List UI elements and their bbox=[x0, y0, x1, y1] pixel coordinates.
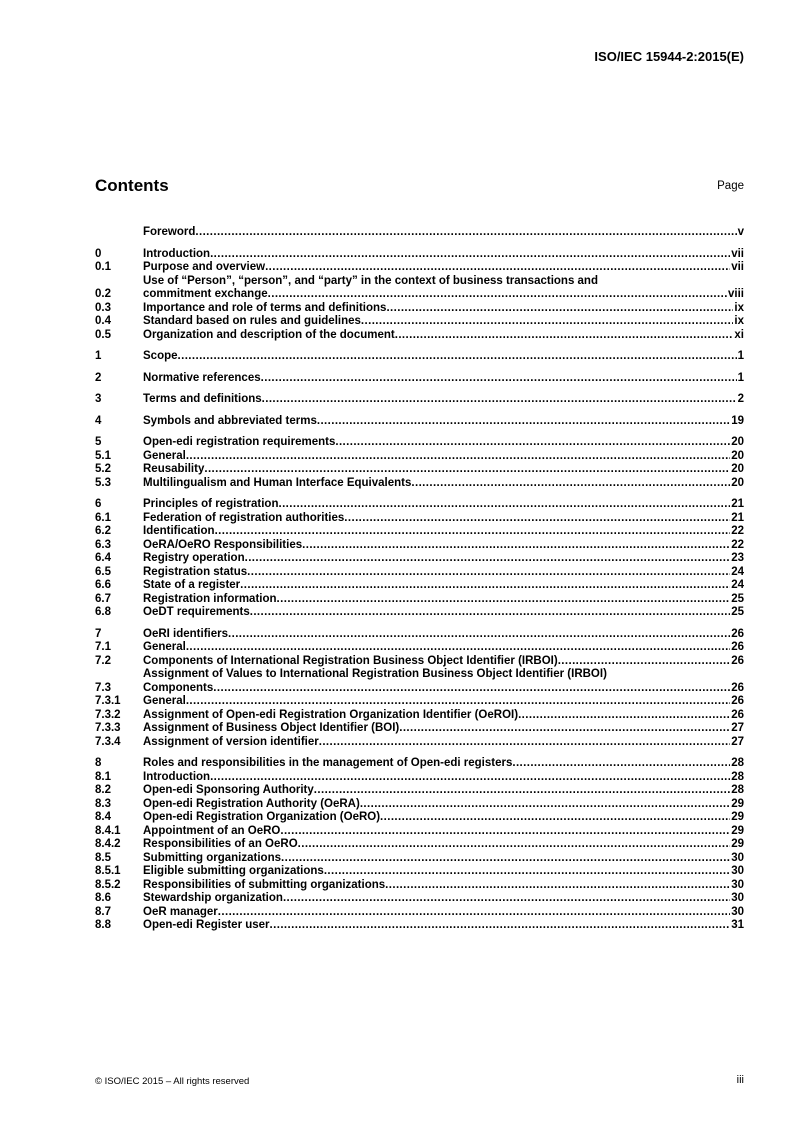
toc-entry-page: 29 bbox=[731, 797, 744, 810]
toc-entry-number: 8.4.1 bbox=[95, 824, 121, 837]
toc-entry-number: 2 bbox=[95, 371, 102, 384]
toc-entry-number: 8 bbox=[95, 757, 102, 769]
toc-entry-number: 8.5.1 bbox=[95, 865, 121, 877]
toc-entry-number: 6.8 bbox=[95, 606, 111, 618]
toc-entry-title bbox=[143, 498, 730, 512]
toc-entry[interactable] bbox=[95, 825, 744, 839]
toc-entry-title bbox=[143, 275, 727, 302]
toc-entry-number: 5.3 bbox=[95, 476, 111, 489]
toc-entry[interactable] bbox=[95, 350, 744, 364]
toc-entry-page: viii bbox=[728, 288, 744, 300]
toc-entry-title-text: Components of International Registration Business Object Identifier (IRBOI) ..... bbox=[143, 655, 558, 667]
toc-entry-title bbox=[143, 798, 730, 812]
toc-entry[interactable] bbox=[95, 709, 744, 723]
toc-entry[interactable] bbox=[95, 275, 744, 302]
toc-entry-title-text: Reusability ..... bbox=[143, 463, 204, 475]
toc-entry[interactable] bbox=[95, 512, 744, 526]
copyright-footer: © ISO/IEC 2015 – All rights reserved bbox=[95, 1076, 250, 1087]
toc-entry-page: v bbox=[737, 226, 744, 238]
toc-entry-page: 26 bbox=[731, 641, 744, 653]
toc-entry[interactable] bbox=[95, 463, 744, 477]
toc-entry-number: 0.1 bbox=[95, 261, 111, 273]
toc-entry[interactable] bbox=[95, 248, 744, 262]
toc-entry-title-text: Standard based on rules and guidelines ..... bbox=[143, 315, 361, 327]
toc-entry-number: 3 bbox=[95, 393, 102, 405]
toc-entry-number: 0.4 bbox=[95, 315, 111, 327]
toc-entry-title-text: Scope ..... bbox=[143, 350, 178, 362]
toc-entry-title-text: Responsibilities of an OeRO ..... bbox=[143, 838, 298, 850]
toc-entry-number: 7.3.1 bbox=[95, 695, 121, 707]
toc-entry[interactable] bbox=[95, 879, 744, 893]
toc-entry-page: 29 bbox=[731, 811, 744, 823]
toc-entry-page: 26 bbox=[731, 654, 744, 667]
toc-entry[interactable] bbox=[95, 552, 744, 566]
toc-entry-title bbox=[143, 892, 730, 906]
toc-entry-number: 6 bbox=[95, 498, 102, 510]
toc-entry-page: 28 bbox=[731, 784, 744, 796]
toc-entry-title bbox=[143, 641, 730, 655]
toc-entry[interactable] bbox=[95, 655, 744, 669]
toc-entry-title bbox=[143, 865, 730, 879]
toc-entry-title-text: General ..... bbox=[143, 695, 186, 707]
toc-entry-page: xi bbox=[734, 328, 744, 341]
toc-entry[interactable] bbox=[95, 736, 744, 750]
toc-entry[interactable] bbox=[95, 919, 744, 933]
document-id-header: ISO/IEC 15944-2:2015(E) bbox=[594, 49, 744, 64]
toc-entry-title bbox=[143, 825, 730, 839]
toc-entry[interactable] bbox=[95, 302, 744, 316]
toc-entry-title-text: Roles and responsibilities in the management of Open-edi registers ..... bbox=[143, 757, 512, 769]
toc-entry-title-text: Submitting organizations ..... bbox=[143, 852, 281, 864]
toc-entry-title bbox=[143, 919, 730, 933]
toc-entry-number: 6.6 bbox=[95, 579, 111, 591]
toc-entry-number: 8.8 bbox=[95, 919, 111, 931]
toc-entry-number: 4 bbox=[95, 414, 102, 427]
toc-entry-number: 7.3.3 bbox=[95, 722, 121, 734]
toc-entry[interactable] bbox=[95, 226, 744, 240]
toc-entry-title bbox=[143, 811, 730, 825]
toc-entry-title bbox=[143, 477, 730, 491]
toc-entry-title bbox=[143, 450, 730, 464]
toc-entry-page: 25 bbox=[731, 592, 744, 605]
toc-entry-title bbox=[143, 736, 730, 750]
toc-entry-title bbox=[143, 852, 730, 866]
toc-entry-page: 26 bbox=[731, 708, 744, 721]
toc-entry-title-text: State of a register ..... bbox=[143, 579, 240, 591]
toc-entry-page: 27 bbox=[731, 722, 744, 734]
toc-entry-page: 29 bbox=[731, 824, 744, 837]
toc-entry-title bbox=[143, 525, 730, 539]
toc-entry-title bbox=[143, 628, 730, 642]
toc-entry-number: 6.7 bbox=[95, 592, 111, 605]
toc-entry-title-text: Registry operation ..... bbox=[143, 552, 245, 564]
toc-entry-number: 7.3.2 bbox=[95, 708, 121, 721]
toc-entry-page: 20 bbox=[731, 476, 744, 489]
toc-entry-title-text: Assignment of Business Object Identifier (BOI) ..... bbox=[143, 722, 399, 734]
toc-entry-number: 8.5 bbox=[95, 851, 111, 864]
toc-entry-title-text: Open-edi registration requirements ..... bbox=[143, 436, 335, 448]
toc-entry[interactable] bbox=[95, 811, 744, 825]
toc-entry-number: 5.2 bbox=[95, 463, 111, 475]
toc-entry-page: 31 bbox=[731, 919, 744, 931]
table-of-contents bbox=[95, 226, 744, 933]
toc-entry-number: 1 bbox=[95, 350, 102, 362]
toc-entry-number: 6.4 bbox=[95, 552, 111, 564]
toc-entry-title-text: OeDT requirements ..... bbox=[143, 606, 250, 618]
toc-entry-title-text: Open-edi Sponsoring Authority ..... bbox=[143, 784, 314, 796]
toc-entry-title bbox=[143, 566, 730, 580]
toc-entry-page: 20 bbox=[731, 436, 744, 448]
toc-entry-title-text: Open-edi Register user ..... bbox=[143, 919, 270, 931]
toc-entry-number: 7.3.4 bbox=[95, 735, 121, 748]
toc-entry-title bbox=[143, 539, 730, 553]
toc-entry-page: 26 bbox=[731, 681, 744, 694]
toc-entry-title-text: Responsibilities of submitting organizations ..... bbox=[143, 879, 385, 891]
toc-entry-page: 2 bbox=[737, 393, 744, 405]
toc-entry[interactable] bbox=[95, 852, 744, 866]
toc-entry-page: 30 bbox=[731, 865, 744, 877]
toc-entry-title-text: OeRA/OeRO Responsibilities ..... bbox=[143, 539, 302, 551]
toc-entry-page: 20 bbox=[731, 449, 744, 462]
toc-entry-title-text: Registration status ..... bbox=[143, 566, 247, 578]
toc-entry-page: 28 bbox=[731, 757, 744, 769]
toc-entry-number: 0 bbox=[95, 247, 102, 260]
toc-entry-title-text: Normative references ..... bbox=[143, 372, 261, 384]
toc-entry-title-text: Terms and definitions ..... bbox=[143, 393, 262, 405]
toc-entry-number: 5.1 bbox=[95, 449, 111, 462]
toc-entry-title-text: Multilingualism and Human Interface Equivalents ..... bbox=[143, 477, 411, 489]
toc-entry-title-text: General ..... bbox=[143, 641, 186, 653]
toc-entry[interactable] bbox=[95, 771, 744, 785]
toc-entry-title-text: Principles of registration ..... bbox=[143, 498, 278, 510]
toc-entry-page: 28 bbox=[731, 770, 744, 783]
toc-entry-title-line: Use of “Person”, “person”, and “party” in the context of business transactions and bbox=[143, 274, 598, 287]
toc-entry-title-text: Eligible submitting organizations ..... bbox=[143, 865, 324, 877]
toc-entry-page: 20 bbox=[731, 463, 744, 475]
toc-entry-title-text: Stewardship organization ..... bbox=[143, 892, 283, 904]
toc-entry-title bbox=[143, 372, 737, 386]
toc-entry[interactable] bbox=[95, 315, 744, 329]
toc-entry-title bbox=[143, 436, 730, 450]
toc-entry[interactable] bbox=[95, 539, 744, 553]
toc-entry-number: 7.2 bbox=[95, 654, 111, 667]
toc-entry[interactable] bbox=[95, 906, 744, 920]
toc-entry-title bbox=[143, 579, 730, 593]
toc-entry-title bbox=[143, 593, 730, 607]
toc-entry-number: 6.5 bbox=[95, 565, 111, 578]
toc-entry-title bbox=[143, 722, 730, 736]
toc-entry-title bbox=[143, 302, 733, 316]
toc-entry-page: 30 bbox=[731, 851, 744, 864]
toc-entry-title bbox=[143, 838, 730, 852]
toc-entry-number: 8.2 bbox=[95, 784, 111, 796]
toc-entry[interactable] bbox=[95, 892, 744, 906]
toc-entry[interactable] bbox=[95, 668, 744, 695]
toc-entry-title-text: Symbols and abbreviated terms ..... bbox=[143, 415, 317, 427]
page-column-label: Page bbox=[717, 180, 744, 192]
toc-entry-title-text: Registration information ..... bbox=[143, 593, 277, 605]
toc-entry-number: 6.3 bbox=[95, 538, 111, 551]
toc-entry[interactable] bbox=[95, 593, 744, 607]
toc-entry[interactable] bbox=[95, 261, 744, 275]
toc-entry-title-continuation: commitment exchange ..... bbox=[143, 288, 268, 300]
toc-entry[interactable] bbox=[95, 798, 744, 812]
toc-entry-title-text: Importance and role of terms and definitions ..... bbox=[143, 302, 386, 314]
toc-entry[interactable] bbox=[95, 372, 744, 386]
toc-entry-title-text: Assignment of version identifier ..... bbox=[143, 736, 319, 748]
toc-entry-title-text: OeR manager ..... bbox=[143, 906, 218, 918]
toc-entry-page: 30 bbox=[731, 905, 744, 918]
toc-entry-page: ix bbox=[734, 315, 744, 327]
toc-entry[interactable] bbox=[95, 415, 744, 429]
toc-entry-title-text: Federation of registration authorities ..... bbox=[143, 512, 344, 524]
toc-entry-title bbox=[143, 226, 737, 240]
toc-entry[interactable] bbox=[95, 784, 744, 798]
toc-entry[interactable] bbox=[95, 695, 744, 709]
toc-entry-title bbox=[143, 261, 730, 275]
toc-entry-number: 0.2 bbox=[95, 288, 111, 300]
toc-entry[interactable] bbox=[95, 757, 744, 771]
toc-entry-title bbox=[143, 415, 730, 429]
toc-entry-page: 19 bbox=[731, 414, 744, 427]
toc-entry-number: 7 bbox=[95, 627, 102, 640]
toc-entry-title bbox=[143, 655, 730, 669]
toc-entry-title-text: Purpose and overview ..... bbox=[143, 261, 265, 273]
toc-entry[interactable] bbox=[95, 525, 744, 539]
toc-entry-number: 6.1 bbox=[95, 511, 111, 524]
toc-entry-title bbox=[143, 879, 730, 893]
contents-heading: Contents bbox=[95, 176, 169, 195]
toc-entry-title bbox=[143, 463, 730, 477]
toc-entry-title bbox=[143, 906, 730, 920]
toc-entry[interactable] bbox=[95, 628, 744, 642]
toc-entry-number: 8.7 bbox=[95, 905, 111, 918]
toc-entry-number: 8.4 bbox=[95, 811, 111, 823]
toc-entry-title bbox=[143, 393, 737, 407]
toc-entry-title bbox=[143, 784, 730, 798]
toc-entry-number: 0.5 bbox=[95, 328, 111, 341]
toc-entry-page: 26 bbox=[731, 695, 744, 707]
toc-entry[interactable] bbox=[95, 329, 744, 343]
toc-entry-number: 8.5.2 bbox=[95, 878, 121, 891]
toc-entry-number: 8.6 bbox=[95, 892, 111, 904]
toc-entry-title-text: Introduction ..... bbox=[143, 248, 210, 260]
toc-entry[interactable] bbox=[95, 450, 744, 464]
toc-entry[interactable] bbox=[95, 865, 744, 879]
toc-entry[interactable] bbox=[95, 498, 744, 512]
toc-entry-page: 22 bbox=[731, 538, 744, 551]
toc-entry-page: 29 bbox=[731, 838, 744, 850]
toc-entry[interactable] bbox=[95, 579, 744, 593]
toc-entry-title-text: Organization and description of the document ..... bbox=[143, 329, 395, 341]
toc-entry[interactable] bbox=[95, 566, 744, 580]
toc-entry-page: 30 bbox=[731, 878, 744, 891]
toc-entry-title-text: Open-edi Registration Authority (OeRA) ..... bbox=[143, 798, 360, 810]
toc-entry-title bbox=[143, 512, 730, 526]
toc-entry-title bbox=[143, 606, 730, 620]
toc-entry-page: 27 bbox=[731, 735, 744, 748]
toc-entry-page: vii bbox=[731, 261, 744, 273]
toc-entry[interactable] bbox=[95, 436, 744, 450]
page-number: iii bbox=[736, 1074, 744, 1086]
toc-entry-page: 24 bbox=[731, 565, 744, 578]
toc-entry[interactable] bbox=[95, 477, 744, 491]
toc-entry-title bbox=[143, 709, 730, 723]
toc-entry-title bbox=[143, 695, 730, 709]
toc-entry-title bbox=[143, 350, 737, 364]
toc-entry-page: 23 bbox=[731, 552, 744, 564]
toc-entry-title bbox=[143, 552, 730, 566]
toc-entry-page: ix bbox=[734, 301, 744, 314]
toc-entry-title-line: Assignment of Values to International Registration Business Object Identifier (IRBOI) bbox=[143, 668, 607, 680]
toc-entry-number: 8.1 bbox=[95, 770, 111, 783]
toc-entry-title-continuation: Components ..... bbox=[143, 682, 213, 694]
toc-entry-number: 5 bbox=[95, 436, 102, 448]
toc-entry[interactable] bbox=[95, 722, 744, 736]
toc-entry[interactable] bbox=[95, 606, 744, 620]
toc-entry-page: 21 bbox=[731, 498, 744, 510]
toc-entry-title-text: Appointment of an OeRO ..... bbox=[143, 825, 280, 837]
toc-entry-title-text: Introduction ..... bbox=[143, 771, 210, 783]
toc-entry[interactable] bbox=[95, 393, 744, 407]
toc-entry-number: 8.4.2 bbox=[95, 838, 121, 850]
toc-entry-title-text: Foreword ..... bbox=[143, 226, 195, 238]
toc-entry-number: 7.1 bbox=[95, 641, 111, 653]
toc-entry-title-text: Identification ..... bbox=[143, 525, 215, 537]
toc-entry-title bbox=[143, 771, 730, 785]
toc-entry-page: 30 bbox=[731, 892, 744, 904]
toc-entry-title-text: OeRI identifiers ..... bbox=[143, 628, 228, 640]
toc-entry-title-text: Open-edi Registration Organization (OeRO) ..... bbox=[143, 811, 380, 823]
toc-entry-page: 24 bbox=[731, 579, 744, 591]
toc-entry-page: vii bbox=[731, 247, 744, 260]
toc-entry-page: 21 bbox=[731, 511, 744, 524]
toc-entry-number: 8.3 bbox=[95, 797, 111, 810]
toc-entry-title bbox=[143, 315, 733, 329]
toc-entry-number: 6.2 bbox=[95, 525, 111, 537]
toc-entry-number: 7.3 bbox=[95, 681, 111, 694]
toc-entry-page: 25 bbox=[731, 606, 744, 618]
toc-entry-title bbox=[143, 757, 730, 771]
toc-entry[interactable] bbox=[95, 641, 744, 655]
toc-entry-page: 1 bbox=[737, 371, 744, 384]
toc-entry-page: 22 bbox=[731, 525, 744, 537]
toc-entry-number: 0.3 bbox=[95, 301, 111, 314]
toc-entry-title-text: General ..... bbox=[143, 450, 186, 462]
toc-entry-title bbox=[143, 668, 730, 695]
toc-entry-title-text: Assignment of Open-edi Registration Organization Identifier (OeROI) ..... bbox=[143, 709, 518, 721]
toc-entry[interactable] bbox=[95, 838, 744, 852]
toc-entry-page: 26 bbox=[731, 627, 744, 640]
toc-entry-title bbox=[143, 329, 733, 343]
toc-entry-title bbox=[143, 248, 730, 262]
toc-entry-page: 1 bbox=[737, 350, 744, 362]
